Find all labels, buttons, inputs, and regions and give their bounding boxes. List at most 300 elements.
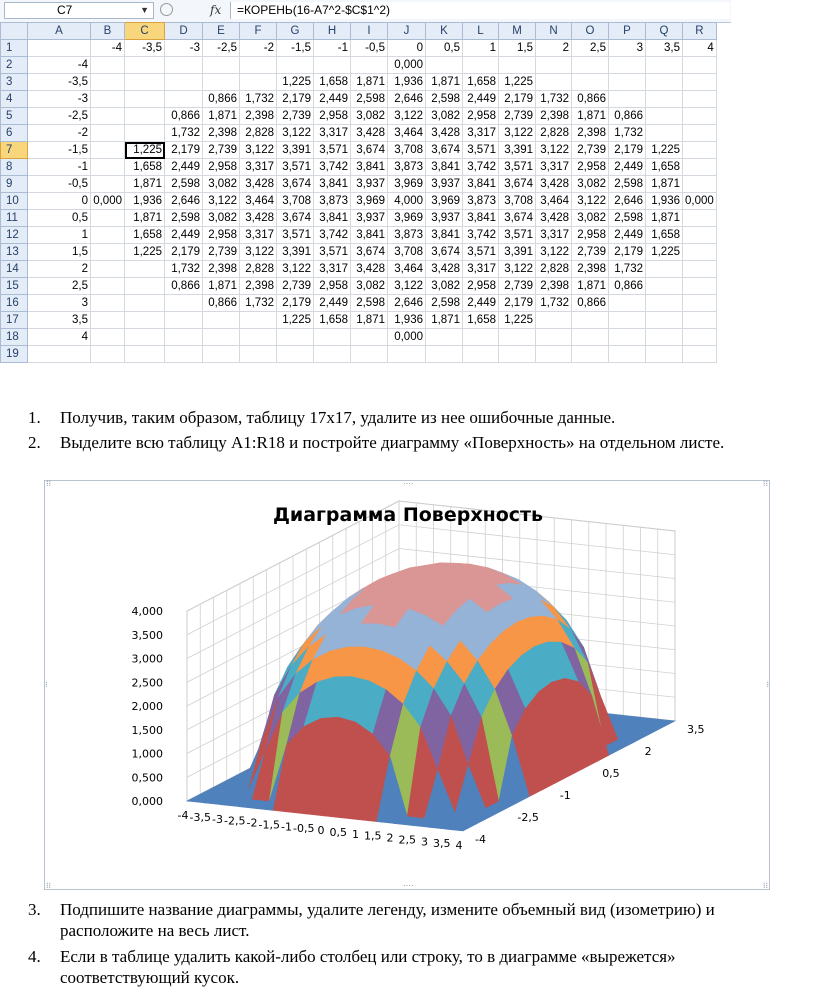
cell[interactable]	[91, 210, 125, 227]
cell[interactable]: 2,598	[426, 91, 463, 108]
cell[interactable]	[165, 295, 203, 312]
cell[interactable]: -2,5	[28, 108, 91, 125]
row-header[interactable]: 17	[1, 312, 28, 329]
cell[interactable]: 1,658	[646, 227, 683, 244]
row-header[interactable]: 7	[1, 142, 28, 159]
cell[interactable]	[165, 74, 203, 91]
cell[interactable]: 2,739	[499, 278, 536, 295]
cell[interactable]: 3,571	[314, 244, 351, 261]
cell[interactable]	[572, 74, 609, 91]
column-header-d[interactable]: D	[165, 23, 203, 40]
cell[interactable]: 1,225	[646, 244, 683, 261]
cell[interactable]: 2,958	[463, 108, 499, 125]
cell[interactable]	[683, 74, 717, 91]
cell[interactable]	[683, 312, 717, 329]
cell[interactable]	[314, 57, 351, 74]
cell[interactable]: 1,871	[203, 108, 240, 125]
cell[interactable]	[91, 57, 125, 74]
cell[interactable]: 2,958	[314, 278, 351, 295]
cell[interactable]: 1,658	[125, 159, 165, 176]
cell[interactable]	[609, 74, 646, 91]
cell[interactable]	[572, 329, 609, 346]
cell[interactable]: 2,958	[203, 159, 240, 176]
cell[interactable]	[609, 346, 646, 363]
cell[interactable]: 3,674	[277, 176, 314, 193]
cell[interactable]	[646, 125, 683, 142]
cell[interactable]	[536, 57, 572, 74]
cell[interactable]	[125, 278, 165, 295]
cell[interactable]	[351, 329, 388, 346]
cell[interactable]: 0,866	[165, 108, 203, 125]
cell[interactable]	[91, 142, 125, 159]
cell[interactable]	[646, 278, 683, 295]
cell[interactable]	[125, 74, 165, 91]
row-header[interactable]: 3	[1, 74, 28, 91]
cell[interactable]: 1,871	[426, 312, 463, 329]
cell[interactable]: 2,5	[28, 278, 91, 295]
cell[interactable]: -1,5	[28, 142, 91, 159]
cell[interactable]	[91, 125, 125, 142]
cell[interactable]	[125, 261, 165, 278]
cell[interactable]: 1,732	[240, 91, 277, 108]
cell[interactable]	[609, 91, 646, 108]
column-header-p[interactable]: P	[609, 23, 646, 40]
cell[interactable]	[646, 261, 683, 278]
cell[interactable]: 3,674	[426, 244, 463, 261]
name-box[interactable]	[4, 2, 154, 19]
cell[interactable]	[165, 312, 203, 329]
cell[interactable]: 2,179	[609, 244, 646, 261]
cell[interactable]	[572, 312, 609, 329]
cell[interactable]	[91, 295, 125, 312]
cell[interactable]	[683, 159, 717, 176]
cell[interactable]: 2,828	[240, 261, 277, 278]
cell[interactable]: -0,5	[351, 40, 388, 57]
resize-handle-top-left[interactable]: ⁝⁝	[46, 479, 52, 488]
cell[interactable]: 2,598	[165, 176, 203, 193]
cell[interactable]: 3,708	[499, 193, 536, 210]
cell[interactable]	[646, 91, 683, 108]
cell[interactable]	[683, 278, 717, 295]
cell[interactable]: 0,866	[165, 278, 203, 295]
cell[interactable]: 2,179	[499, 91, 536, 108]
cell[interactable]	[277, 329, 314, 346]
cell[interactable]: 3,391	[499, 142, 536, 159]
cell[interactable]: 3,122	[277, 125, 314, 142]
cell[interactable]	[351, 57, 388, 74]
cell[interactable]: 1,732	[240, 295, 277, 312]
cell[interactable]: 2,598	[609, 210, 646, 227]
cell[interactable]	[683, 125, 717, 142]
cell[interactable]	[28, 40, 91, 57]
cell[interactable]: 4,000	[388, 193, 426, 210]
cell[interactable]: 1,225	[277, 74, 314, 91]
cell[interactable]	[499, 57, 536, 74]
cell[interactable]: 3,873	[388, 159, 426, 176]
cell[interactable]: 2,179	[277, 91, 314, 108]
cell[interactable]: 2,739	[203, 244, 240, 261]
cell[interactable]: 3,841	[463, 176, 499, 193]
cell[interactable]: 1	[463, 40, 499, 57]
cell[interactable]: 0,866	[572, 91, 609, 108]
cell[interactable]: 1,871	[351, 74, 388, 91]
cell[interactable]	[203, 346, 240, 363]
cell[interactable]: 3,317	[536, 159, 572, 176]
cell[interactable]: 1,658	[463, 74, 499, 91]
row-header[interactable]: 5	[1, 108, 28, 125]
cell[interactable]: 2,739	[277, 108, 314, 125]
cell[interactable]	[683, 346, 717, 363]
cell[interactable]: 2,179	[277, 295, 314, 312]
cell[interactable]: 3,674	[499, 210, 536, 227]
cell[interactable]	[125, 108, 165, 125]
cell[interactable]	[388, 346, 426, 363]
cell[interactable]: 1	[28, 227, 91, 244]
cell[interactable]: 2	[536, 40, 572, 57]
cell[interactable]	[125, 57, 165, 74]
cell[interactable]	[203, 312, 240, 329]
cell[interactable]	[646, 108, 683, 125]
cell[interactable]: 3,742	[463, 159, 499, 176]
cell[interactable]: 3,742	[314, 227, 351, 244]
cell[interactable]: 3,428	[240, 176, 277, 193]
cell[interactable]: 0,866	[203, 91, 240, 108]
cell[interactable]: 3,841	[463, 210, 499, 227]
row-header[interactable]: 12	[1, 227, 28, 244]
cell[interactable]: -3	[165, 40, 203, 57]
cell[interactable]: 2,179	[499, 295, 536, 312]
cell[interactable]: 2,598	[351, 91, 388, 108]
cell[interactable]: 1,936	[388, 312, 426, 329]
cell[interactable]	[165, 91, 203, 108]
cell[interactable]: 1,936	[388, 74, 426, 91]
surface-chart[interactable]	[44, 480, 770, 890]
cell[interactable]: 3	[609, 40, 646, 57]
row-header[interactable]: 15	[1, 278, 28, 295]
cell[interactable]: 2,739	[203, 142, 240, 159]
column-header-e[interactable]: E	[203, 23, 240, 40]
cell[interactable]: 2,828	[536, 261, 572, 278]
cell[interactable]	[646, 57, 683, 74]
cell[interactable]: 1,225	[125, 142, 165, 159]
cell[interactable]: 2,646	[388, 91, 426, 108]
cell[interactable]	[683, 108, 717, 125]
cell[interactable]: 2,179	[609, 142, 646, 159]
cell[interactable]: 3,708	[277, 193, 314, 210]
cell[interactable]: 0,000	[388, 329, 426, 346]
cell[interactable]: 1,871	[125, 176, 165, 193]
cell[interactable]: 0,866	[572, 295, 609, 312]
cell[interactable]: 2,398	[240, 108, 277, 125]
cell[interactable]: 3,708	[388, 244, 426, 261]
cell[interactable]: 2,449	[165, 227, 203, 244]
cell[interactable]: 3	[28, 295, 91, 312]
column-header-k[interactable]: K	[426, 23, 463, 40]
cell[interactable]: 3,937	[351, 210, 388, 227]
column-header-b[interactable]: B	[91, 23, 125, 40]
cell[interactable]	[609, 329, 646, 346]
cell[interactable]: 2,739	[499, 108, 536, 125]
cell[interactable]	[609, 57, 646, 74]
cell[interactable]	[240, 74, 277, 91]
cell[interactable]: 3,571	[499, 159, 536, 176]
cell[interactable]: 3,082	[426, 108, 463, 125]
cell[interactable]: 3,464	[240, 193, 277, 210]
cell[interactable]	[240, 57, 277, 74]
cell[interactable]: 3,708	[388, 142, 426, 159]
cell[interactable]: 2,398	[572, 261, 609, 278]
cell[interactable]: 3,122	[240, 142, 277, 159]
cell[interactable]: 1,658	[646, 159, 683, 176]
cell[interactable]: 2,739	[572, 142, 609, 159]
cell[interactable]: 2,958	[572, 159, 609, 176]
column-header-h[interactable]: H	[314, 23, 351, 40]
cell[interactable]: 3,082	[351, 278, 388, 295]
cell[interactable]: 2,449	[165, 159, 203, 176]
cell[interactable]: 1,658	[463, 312, 499, 329]
cell[interactable]: 3,082	[351, 108, 388, 125]
cell[interactable]: 3,969	[426, 193, 463, 210]
cell[interactable]: 1,225	[277, 312, 314, 329]
cell[interactable]: 3,937	[426, 176, 463, 193]
cell[interactable]	[683, 329, 717, 346]
cell[interactable]	[91, 244, 125, 261]
cell[interactable]: 3,841	[351, 159, 388, 176]
column-header-o[interactable]: O	[572, 23, 609, 40]
cell[interactable]: 3,428	[536, 176, 572, 193]
cell[interactable]: 1,732	[609, 125, 646, 142]
cell[interactable]: -1,5	[277, 40, 314, 57]
cell[interactable]: 3,937	[351, 176, 388, 193]
cell[interactable]: 1,5	[28, 244, 91, 261]
cell[interactable]	[463, 57, 499, 74]
cell[interactable]	[91, 159, 125, 176]
fx-icon[interactable]: fx	[210, 3, 222, 17]
cell[interactable]: 0,5	[28, 210, 91, 227]
cell[interactable]	[683, 244, 717, 261]
cell[interactable]: 2,449	[314, 91, 351, 108]
cell[interactable]	[536, 312, 572, 329]
cell[interactable]	[125, 125, 165, 142]
cell[interactable]: 3,841	[426, 227, 463, 244]
chevron-down-icon[interactable]: ▼	[140, 5, 149, 15]
row-header[interactable]: 9	[1, 176, 28, 193]
resize-handle-left[interactable]: ⁝	[45, 680, 48, 689]
column-header-q[interactable]: Q	[646, 23, 683, 40]
cell[interactable]	[683, 210, 717, 227]
cell[interactable]: 3,428	[426, 261, 463, 278]
cell[interactable]	[683, 176, 717, 193]
cell[interactable]	[91, 91, 125, 108]
cell[interactable]: 3,122	[499, 125, 536, 142]
cell[interactable]	[277, 346, 314, 363]
resize-handle-bottom[interactable]: ····	[403, 881, 414, 890]
cell[interactable]: 1,871	[572, 278, 609, 295]
cell[interactable]: 2,598	[351, 295, 388, 312]
cell[interactable]: -4	[28, 57, 91, 74]
row-header[interactable]: 18	[1, 329, 28, 346]
cell[interactable]	[646, 74, 683, 91]
cell[interactable]	[240, 346, 277, 363]
cell[interactable]	[463, 346, 499, 363]
cell[interactable]: 3,122	[388, 278, 426, 295]
cell[interactable]: 3,464	[536, 193, 572, 210]
cell[interactable]	[277, 57, 314, 74]
cell[interactable]	[240, 312, 277, 329]
cell[interactable]: 3,464	[388, 125, 426, 142]
cell[interactable]: 0,866	[203, 295, 240, 312]
cell[interactable]	[572, 57, 609, 74]
cell[interactable]	[91, 329, 125, 346]
cell[interactable]: 2,398	[536, 278, 572, 295]
cell[interactable]	[536, 346, 572, 363]
cell[interactable]	[426, 57, 463, 74]
cell[interactable]: 1,225	[499, 74, 536, 91]
cell[interactable]: 3,742	[314, 159, 351, 176]
insert-function-circle-icon[interactable]	[160, 3, 173, 16]
formula-input[interactable]: =КОРЕНЬ(16-A7^2-$C$1^2)	[230, 2, 730, 19]
cell[interactable]: 3,082	[203, 176, 240, 193]
cell[interactable]: 1,871	[426, 74, 463, 91]
cell[interactable]: 3,841	[426, 159, 463, 176]
cell[interactable]: 3,122	[536, 244, 572, 261]
cell[interactable]: 3,571	[314, 142, 351, 159]
cell[interactable]: -3,5	[28, 74, 91, 91]
cell[interactable]	[683, 261, 717, 278]
cell[interactable]: 3,841	[314, 176, 351, 193]
cell[interactable]	[609, 312, 646, 329]
cell[interactable]: 3,317	[240, 227, 277, 244]
cell[interactable]: 1,225	[646, 142, 683, 159]
cell[interactable]: 2,828	[536, 125, 572, 142]
cell[interactable]: -1	[314, 40, 351, 57]
cell[interactable]	[646, 346, 683, 363]
cell[interactable]: 4	[28, 329, 91, 346]
cell[interactable]: 3,122	[203, 193, 240, 210]
row-header[interactable]: 19	[1, 346, 28, 363]
cell[interactable]: -0,5	[28, 176, 91, 193]
cell[interactable]	[572, 346, 609, 363]
cell[interactable]	[499, 329, 536, 346]
row-header[interactable]: 13	[1, 244, 28, 261]
cell[interactable]: 1,871	[125, 210, 165, 227]
cell[interactable]: 3,674	[499, 176, 536, 193]
cell[interactable]: 2,958	[203, 227, 240, 244]
column-header-a[interactable]: A	[28, 23, 91, 40]
cell[interactable]: 1,871	[646, 210, 683, 227]
cell[interactable]: 2,646	[165, 193, 203, 210]
cell[interactable]: 2,646	[609, 193, 646, 210]
cell[interactable]: 3,317	[536, 227, 572, 244]
cell[interactable]	[125, 91, 165, 108]
row-header[interactable]: 8	[1, 159, 28, 176]
cell[interactable]: 0,000	[91, 193, 125, 210]
cell[interactable]: 3,571	[277, 159, 314, 176]
cell[interactable]: 2,449	[463, 295, 499, 312]
cell[interactable]: 2,398	[536, 108, 572, 125]
cell[interactable]: 2,646	[388, 295, 426, 312]
cell[interactable]	[125, 295, 165, 312]
cell[interactable]: 3,082	[572, 176, 609, 193]
cell[interactable]	[499, 346, 536, 363]
cell[interactable]: 2,179	[165, 142, 203, 159]
cell[interactable]: 0	[28, 193, 91, 210]
cell[interactable]	[165, 346, 203, 363]
cell[interactable]: 2,398	[240, 278, 277, 295]
cell[interactable]	[240, 329, 277, 346]
cell[interactable]: 1,658	[314, 74, 351, 91]
cell[interactable]: 1,732	[536, 91, 572, 108]
row-header[interactable]: 1	[1, 40, 28, 57]
cell[interactable]: 1,5	[499, 40, 536, 57]
column-header-c[interactable]: C	[125, 23, 165, 40]
cell[interactable]: 1,871	[351, 312, 388, 329]
column-header-j[interactable]: J	[388, 23, 426, 40]
cell[interactable]: 0	[388, 40, 426, 57]
cell[interactable]	[28, 346, 91, 363]
cell[interactable]	[203, 74, 240, 91]
cell[interactable]: 3,742	[463, 227, 499, 244]
cell[interactable]	[165, 57, 203, 74]
cell[interactable]: 3,428	[351, 261, 388, 278]
cell[interactable]: 3,5	[646, 40, 683, 57]
cell[interactable]: 3,969	[388, 176, 426, 193]
cell[interactable]: 3,873	[314, 193, 351, 210]
select-all-corner[interactable]	[1, 23, 28, 40]
cell[interactable]	[463, 329, 499, 346]
cell[interactable]	[314, 329, 351, 346]
cell[interactable]: 2,5	[572, 40, 609, 57]
cell[interactable]: 3,122	[388, 108, 426, 125]
cell[interactable]: 3,428	[351, 125, 388, 142]
cell[interactable]: 0,866	[609, 278, 646, 295]
chart-title[interactable]: Диаграмма Поверхность	[272, 504, 544, 526]
cell[interactable]	[91, 261, 125, 278]
cell[interactable]	[314, 346, 351, 363]
cell[interactable]: 3,082	[203, 210, 240, 227]
column-header-g[interactable]: G	[277, 23, 314, 40]
cell[interactable]: 2,598	[165, 210, 203, 227]
cell[interactable]: 1,871	[646, 176, 683, 193]
cell[interactable]: 2,398	[572, 125, 609, 142]
cell[interactable]: 3,841	[314, 210, 351, 227]
cell[interactable]: 3,571	[463, 244, 499, 261]
cell[interactable]: 2,398	[203, 125, 240, 142]
cell[interactable]	[683, 91, 717, 108]
cell[interactable]: 3,317	[463, 261, 499, 278]
cell[interactable]: -2	[28, 125, 91, 142]
cell[interactable]: 2,449	[314, 295, 351, 312]
cell[interactable]: 4	[683, 40, 717, 57]
cell[interactable]	[536, 74, 572, 91]
cell[interactable]	[125, 346, 165, 363]
cell[interactable]: 1,936	[646, 193, 683, 210]
cell[interactable]: 2	[28, 261, 91, 278]
cell[interactable]: 1,658	[314, 312, 351, 329]
cell[interactable]: 2,449	[609, 159, 646, 176]
cell[interactable]: 1,871	[572, 108, 609, 125]
column-header-l[interactable]: L	[463, 23, 499, 40]
cell[interactable]: 1,225	[499, 312, 536, 329]
cell[interactable]: 3,122	[277, 261, 314, 278]
cell[interactable]	[91, 74, 125, 91]
cell[interactable]	[646, 329, 683, 346]
cell[interactable]: 2,958	[463, 278, 499, 295]
cell[interactable]	[91, 227, 125, 244]
column-header-i[interactable]: I	[351, 23, 388, 40]
cell[interactable]: 3,317	[314, 261, 351, 278]
cell[interactable]: 2,598	[426, 295, 463, 312]
